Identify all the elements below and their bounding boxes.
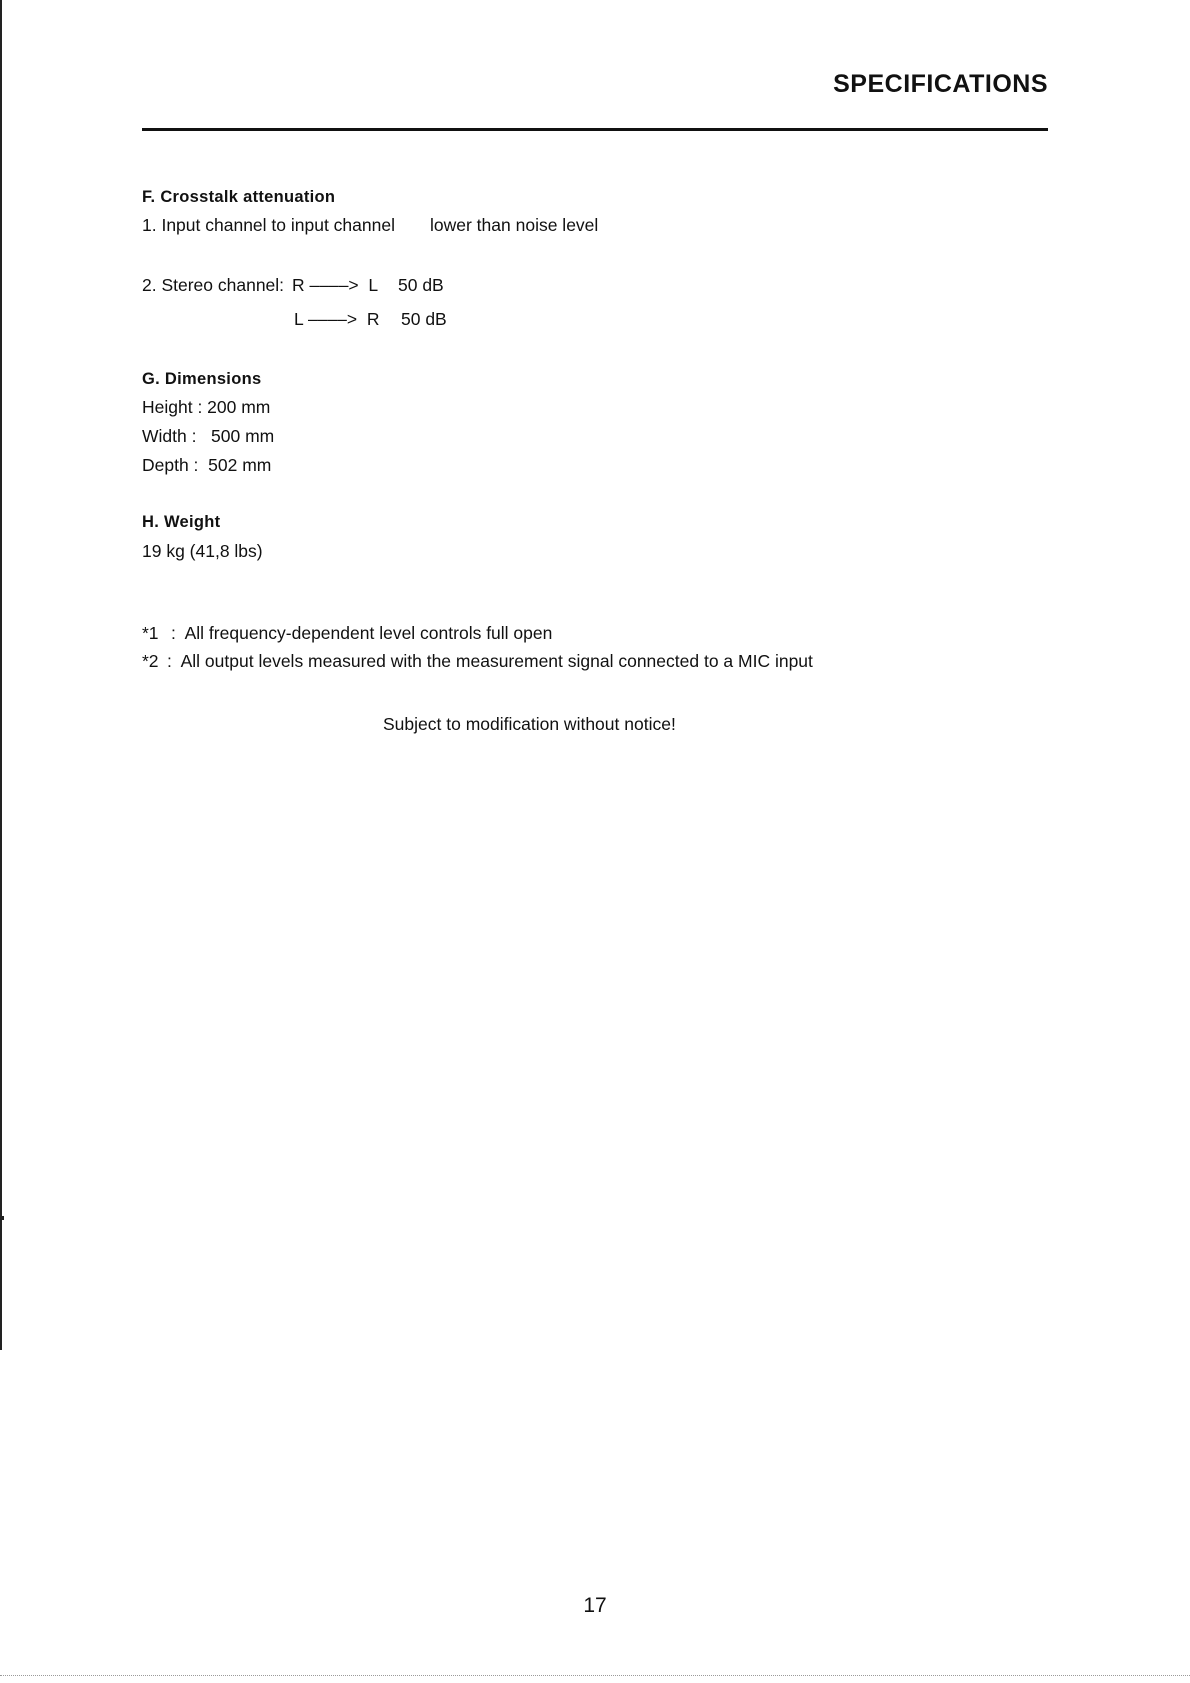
stereo-lr-direction: L ––––> R: [294, 309, 380, 329]
stereo-rl-direction: R ––––> L: [292, 275, 379, 295]
weight-value: 19 kg (41,8 lbs): [142, 541, 263, 561]
stereo-rl-value: 50 dB: [398, 275, 444, 295]
modification-notice: Subject to modification without notice!: [383, 714, 676, 734]
footnote-mark: *2: [142, 651, 159, 671]
scan-edge-bottom: [0, 1675, 1190, 1676]
footnote-mark: *1: [142, 623, 159, 643]
footnote-text: : All output levels measured with the measurement signal connected to a MIC input: [167, 651, 813, 671]
weight-heading: H. Weight: [142, 513, 221, 531]
page-number: 17: [583, 1594, 607, 1617]
stereo-lr-value: 50 dB: [401, 309, 447, 329]
crosstalk-input-label: 1. Input channel to input channel: [142, 215, 395, 235]
dimension-height: Height : 200 mm: [142, 397, 271, 417]
dimension-depth: Depth : 502 mm: [142, 455, 272, 475]
crosstalk-input-value: lower than noise level: [430, 215, 599, 235]
title-rule: [142, 128, 1048, 131]
dimensions-heading: G. Dimensions: [142, 370, 262, 388]
scan-edge-left: [0, 0, 2, 1350]
page-title: SPECIFICATIONS: [833, 70, 1048, 98]
dimension-width: Width : 500 mm: [142, 426, 275, 446]
scan-edge-mark: [0, 1216, 4, 1220]
stereo-channel-label: 2. Stereo channel:: [142, 275, 285, 295]
crosstalk-heading: F. Crosstalk attenuation: [142, 188, 336, 206]
footnote-text: : All frequency-dependent level controls full open: [171, 623, 553, 643]
